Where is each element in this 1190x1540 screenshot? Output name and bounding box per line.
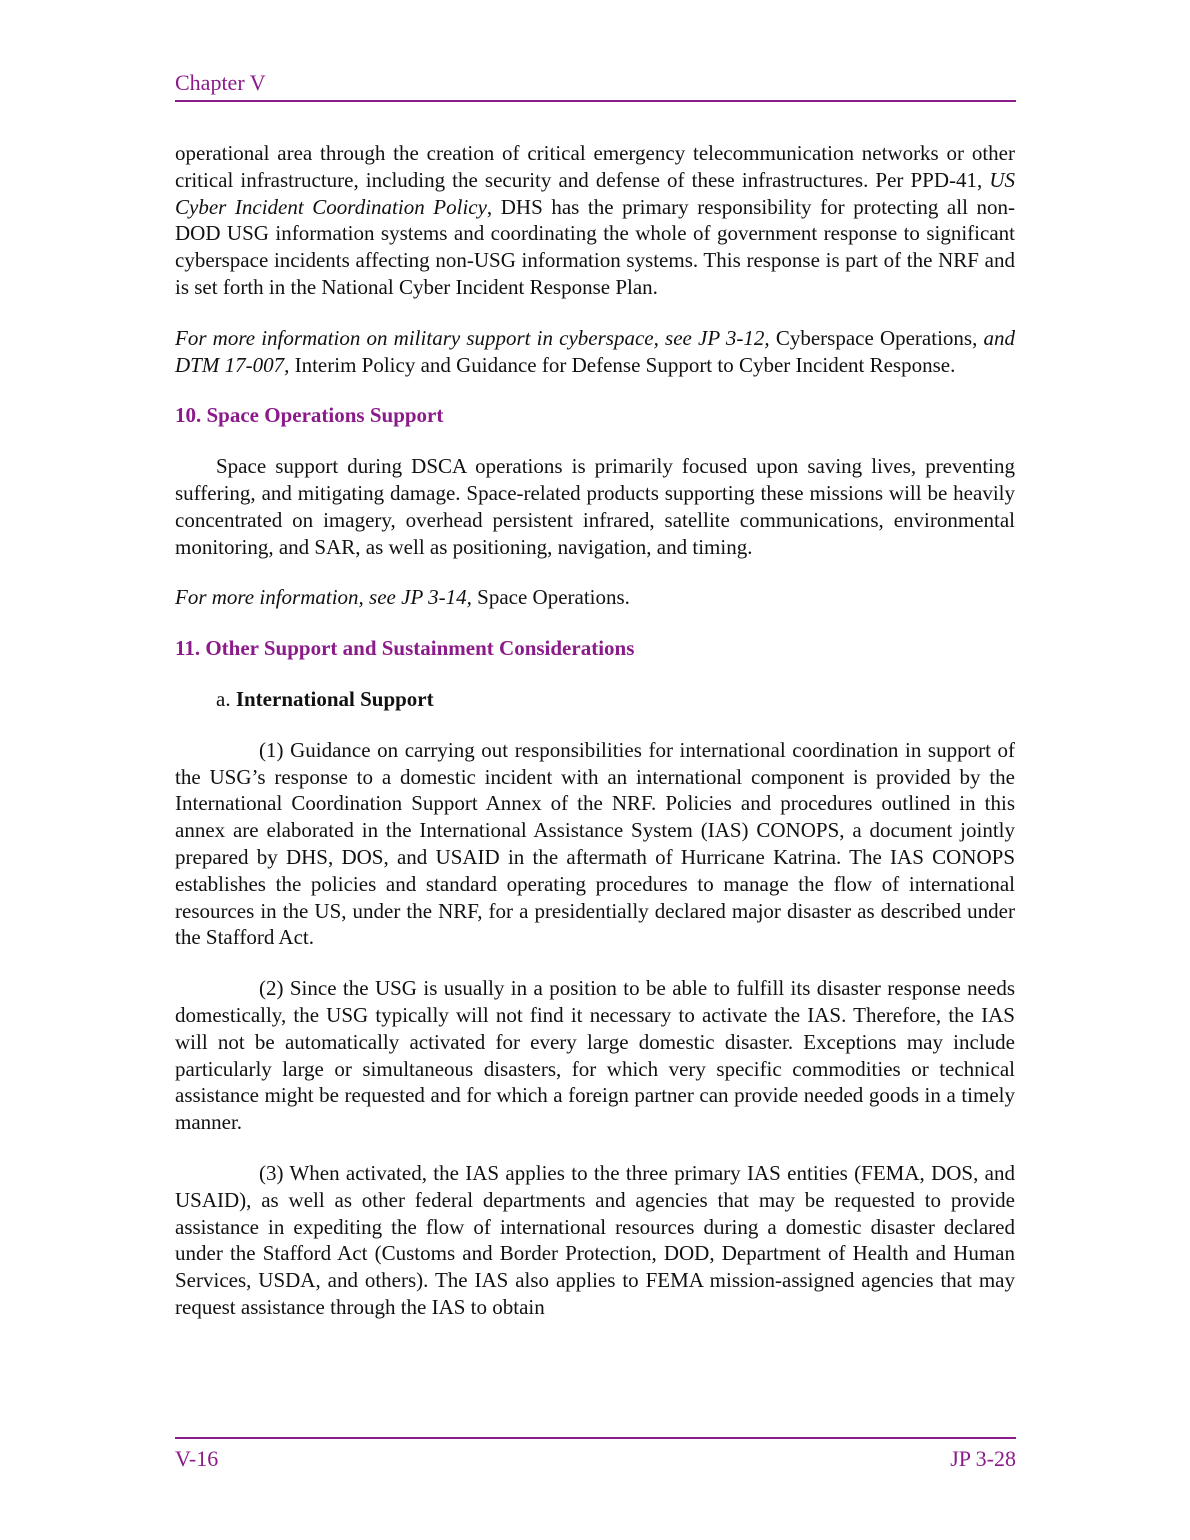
section-heading-10: 10. Space Operations Support: [175, 403, 444, 428]
reference-note-space: [175, 584, 1015, 611]
body-paragraph-intl-1: (1) Guidance on carrying out responsibilities for international coordination in support of the USG’s response to a domestic incident with an international component is provided by the International Coordination Support Annex of the NRF. Policies and procedures outlined in this annex are elaborated in the International Assistance System (IAS) CONOPS, a document jointly prepared by DHS, DOS, and USAID in the aftermath of Hurricane Katrina. The IAS CONOPS establishes the policies and standard operating procedures to manage the flow of international resources in the US, under the NRF, for a presidentially declared major disaster as described under the Stafford Act.: [175, 737, 1015, 950]
text-run: and DTM 17-007,: [175, 325, 1015, 377]
footer-rule: [175, 1437, 1016, 1439]
policy-title: US Cyber Incident Coordination Policy: [175, 167, 1015, 219]
body-paragraph-intl-2: (2) Since the USG is usually in a position to be able to fulfill its disaster response needs domestically, the USG typically will not find it necessary to activate the IAS. Therefore, the IAS will not be automatically activated for every large domestic disaster. Exceptions may include particularly large or simultaneous disasters, for which very specific commodities or technical assistance might be requested and for which a foreign partner can provide needed goods in a timely manner.: [175, 976, 1015, 1135]
text-run: Space Operations.: [471, 585, 630, 610]
subsection-heading-a: [175, 686, 1015, 713]
body-paragraph-intl-3: (3) When activated, the IAS applies to the three primary IAS entities (FEMA, DOS, and USAID), as well as other federal departments and agencies that may be requested to provide assistance in expediting the flow of international resources during a domestic disaster declared under the Stafford Act (Customs and Border Protection, DOD, Department of Health and Human Services, USDA, and others). The IAS also applies to FEMA mission-assigned agencies that may request assistance through the IAS to obtain: [175, 1160, 1015, 1319]
header-rule: [175, 100, 1016, 102]
page-content: [175, 140, 1015, 1321]
reference-note-cyber: [175, 325, 1015, 379]
subsection-label: International Support: [235, 686, 434, 711]
subsection-prefix: a.: [216, 686, 236, 711]
section-heading-11: 11. Other Support and Sustainment Considerations: [175, 636, 635, 661]
text-run: , DHS has the primary responsibility for protecting all non-DOD USG information systems and coordinating the whole of government response to significant cyberspace incidents affecting non-USG information systems. This response is part of the NRF and is set forth in the National Cyber Incident Response Plan.: [175, 194, 1015, 299]
chapter-header: Chapter V: [175, 70, 266, 95]
page-number: V-16: [175, 1446, 219, 1471]
text-run: Cyberspace Operations,: [769, 325, 984, 350]
text-run: For more information on military support in cyberspace, see JP 3-12,: [175, 325, 770, 350]
text-run: operational area through the creation of critical emergency telecommunication networks or other critical infrastructure, including the security and defense of these infrastructures. Per PPD-41,: [175, 141, 1015, 192]
text-run: Interim Policy and Guidance for Defense Support to Cyber Incident Response.: [289, 352, 956, 377]
text-run: For more information, see JP 3-14,: [175, 585, 472, 610]
document-id: JP 3-28: [950, 1446, 1016, 1471]
body-paragraph-cyber: [175, 140, 1015, 301]
body-paragraph-space: Space support during DSCA operations is primarily focused upon saving lives, preventing suffering, and mitigating damage. Space-related products supporting these missions will be heavily concentrated on imagery, overhead persistent infrared, satellite communications, environmental monitoring, and SAR, as well as positioning, navigation, and timing.: [175, 454, 1015, 559]
